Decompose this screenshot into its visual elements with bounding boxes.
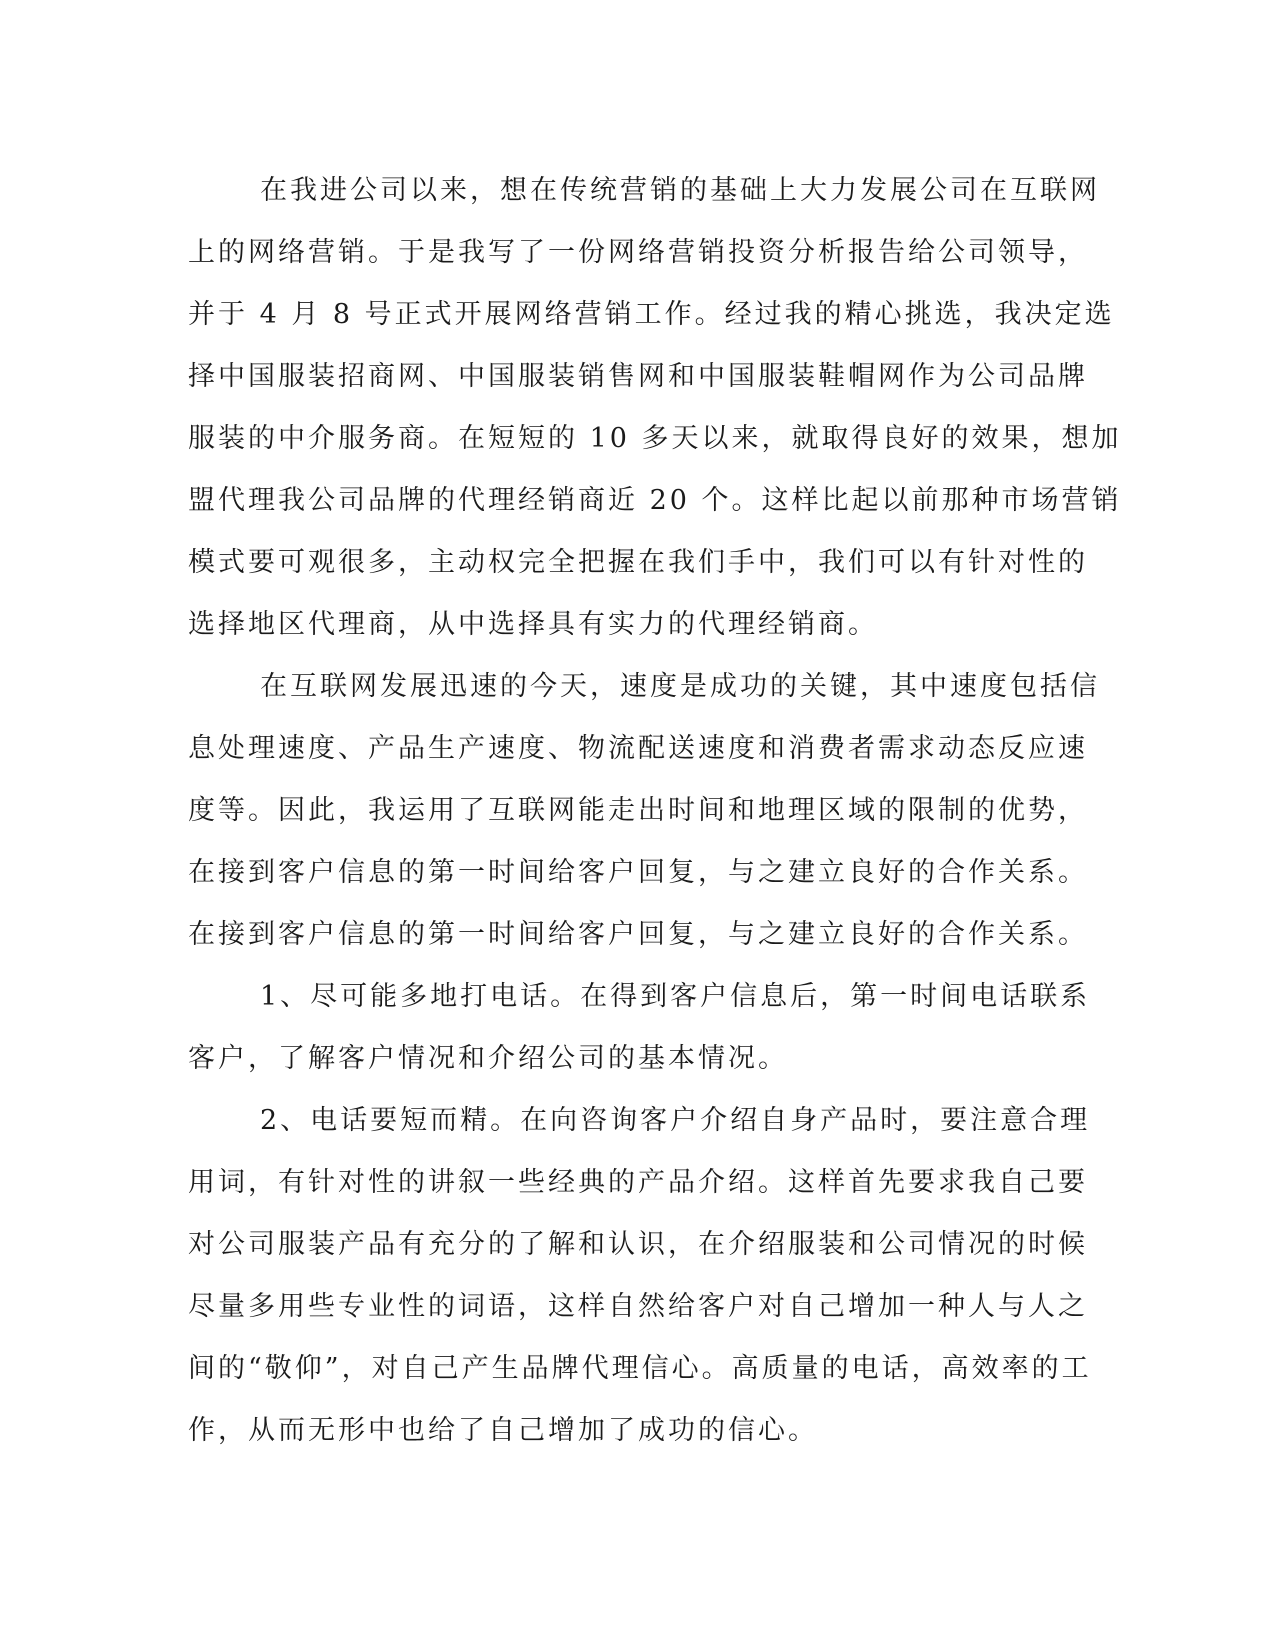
text-line: 尽量多用些专业性的词语，这样自然给客户对自己增加一种人与人之 [188, 1291, 1088, 1322]
text-line: 作，从而无形中也给了自己增加了成功的信心。 [188, 1415, 818, 1446]
text-line: 择中国服装招商网、中国服装销售网和中国服装鞋帽网作为公司品牌 [188, 361, 1088, 392]
document-body [188, 160, 1122, 1462]
text-line: 选择地区代理商，从中选择具有实力的代理经销商。 [188, 609, 878, 640]
text-line: 在我进公司以来，想在传统营销的基础上大力发展公司在互联网 [260, 175, 1100, 206]
text-line: 上的网络营销。于是我写了一份网络营销投资分析报告给公司领导， [188, 237, 1088, 268]
text-line: 息处理速度、产品生产速度、物流配送速度和消费者需求动态反应速 [188, 733, 1088, 764]
text-line: 在接到客户信息的第一时间给客户回复，与之建立良好的合作关系。 [188, 919, 1088, 950]
text-line: 2、电话要短而精。在向咨询客户介绍自身产品时，要注意合理 [260, 1105, 1091, 1136]
text-line: 盟代理我公司品牌的代理经销商近 20 个。这样比起以前那种市场营销 [188, 485, 1122, 516]
text-line: 客户，了解客户情况和介绍公司的基本情况。 [188, 1043, 788, 1074]
text-line: 在接到客户信息的第一时间给客户回复，与之建立良好的合作关系。 [188, 857, 1088, 888]
text-line: 在互联网发展迅速的今天，速度是成功的关键，其中速度包括信 [260, 671, 1100, 702]
text-line: 服装的中介服务商。在短短的 10 多天以来，就取得良好的效果，想加 [188, 423, 1122, 454]
text-line: 度等。因此，我运用了互联网能走出时间和地理区域的限制的优势， [188, 795, 1088, 826]
text-line: 间的“敬仰”，对自己产生品牌代理信心。高质量的电话，高效率的工 [188, 1353, 1092, 1384]
text-line: 用词，有针对性的讲叙一些经典的产品介绍。这样首先要求我自己要 [188, 1167, 1088, 1198]
text-line: 对公司服装产品有充分的了解和认识，在介绍服装和公司情况的时候 [188, 1229, 1088, 1260]
text-line: 并于 4 月 8 号正式开展网络营销工作。经过我的精心挑选，我决定选 [188, 299, 1115, 330]
text-line: 模式要可观很多，主动权完全把握在我们手中，我们可以有针对性的 [188, 547, 1088, 578]
text-line: 1、尽可能多地打电话。在得到客户信息后，第一时间电话联系 [260, 981, 1091, 1012]
